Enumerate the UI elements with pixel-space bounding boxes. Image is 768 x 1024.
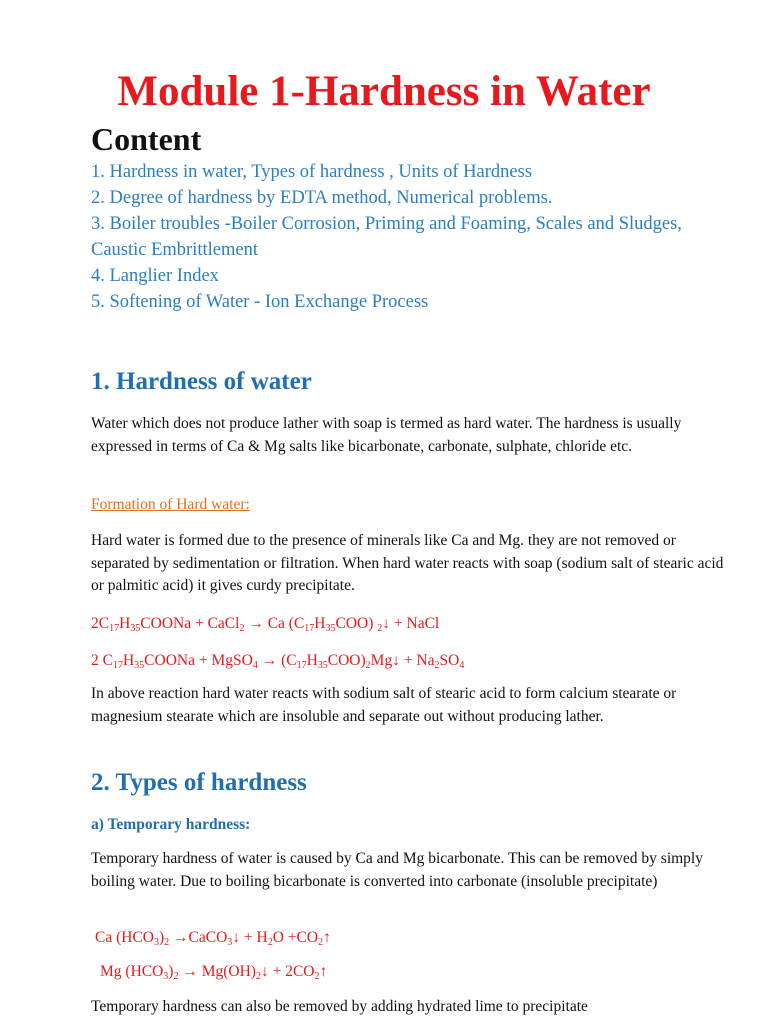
temporary-hardness-paragraph: Temporary hardness of water is caused by Ca and Mg bicarbonate. This can be removed by simply boiling water. Due to boiling bicarbonate is converted into carbonate (insoluble precipitate) <box>91 850 703 890</box>
section-heading-hardness-of-water: 1. Hardness of water <box>91 368 312 395</box>
reaction-explanation: In above reaction hard water reacts with sodium salt of stearic acid to form calcium stearate or magnesium stearate which are insoluble and separate out without producing lather. <box>91 685 677 725</box>
section-heading-types-of-hardness: 2. Types of hardness <box>91 769 307 796</box>
page-title: Module 1-Hardness in Water <box>117 68 651 115</box>
toc-item: 1. Hardness in water, Types of hardness , Units of Hardness <box>91 162 533 182</box>
toc-item: 3. Boiler troubles -Boiler Corrosion, Priming and Foaming, Scales and Sludges, Caustic Embrittlement <box>91 214 682 260</box>
toc-item: 4. Langlier Index <box>91 266 219 286</box>
formation-subheading: Formation of Hard water: <box>91 496 250 513</box>
equation-soap-calcium: $2C_{17}H_{35}COONa$ + CaCl$_2$ → Ca $(C_{17}H_{35}COO)$ $_2$↓ + NaCl <box>91 615 440 634</box>
content-heading: Content <box>91 121 202 157</box>
table-of-contents <box>91 159 691 315</box>
temporary-hardness-subheading: a) Temporary hardness: <box>91 816 251 833</box>
temporary-hardness-lime-text: Temporary hardness can also be removed by adding hydrated lime to precipitate <box>91 998 588 1015</box>
formation-paragraph: Hard water is formed due to the presence of minerals like Ca and Mg. they are not removed or separated by sedimentation or filtration. When hard water reacts with soap (sodium salt of stearic acid or palmitic acid) it gives curdy precipitate. <box>91 532 724 594</box>
equation-soap-magnesium: 2 $C_{17}H_{35}COONa$ + MgSO$_4$ → $(C_{17}H_{35}COO)_2Mg↓ + Na_2SO_4$ <box>91 652 465 671</box>
equation-calcium-bicarbonate: Ca $(HCO_3)_2$ →CaCO$_3$↓ + $H_2O$ $+CO_2↑$ <box>95 929 331 948</box>
toc-item: 2. Degree of hardness by EDTA method, Numerical problems. <box>91 188 553 208</box>
equation-magnesium-bicarbonate: Mg $(HCO_3)_2$ → $Mg(OH)_2↓$ + $2CO_2↑$ <box>100 963 328 982</box>
hard-water-definition: Water which does not produce lather with soap is termed as hard water. The hardness is usually expressed in terms of Ca & Mg salts like bicarbonate, carbonate, sulphate, chloride etc. <box>91 415 682 455</box>
toc-item: 5. Softening of Water - Ion Exchange Process <box>91 292 429 312</box>
